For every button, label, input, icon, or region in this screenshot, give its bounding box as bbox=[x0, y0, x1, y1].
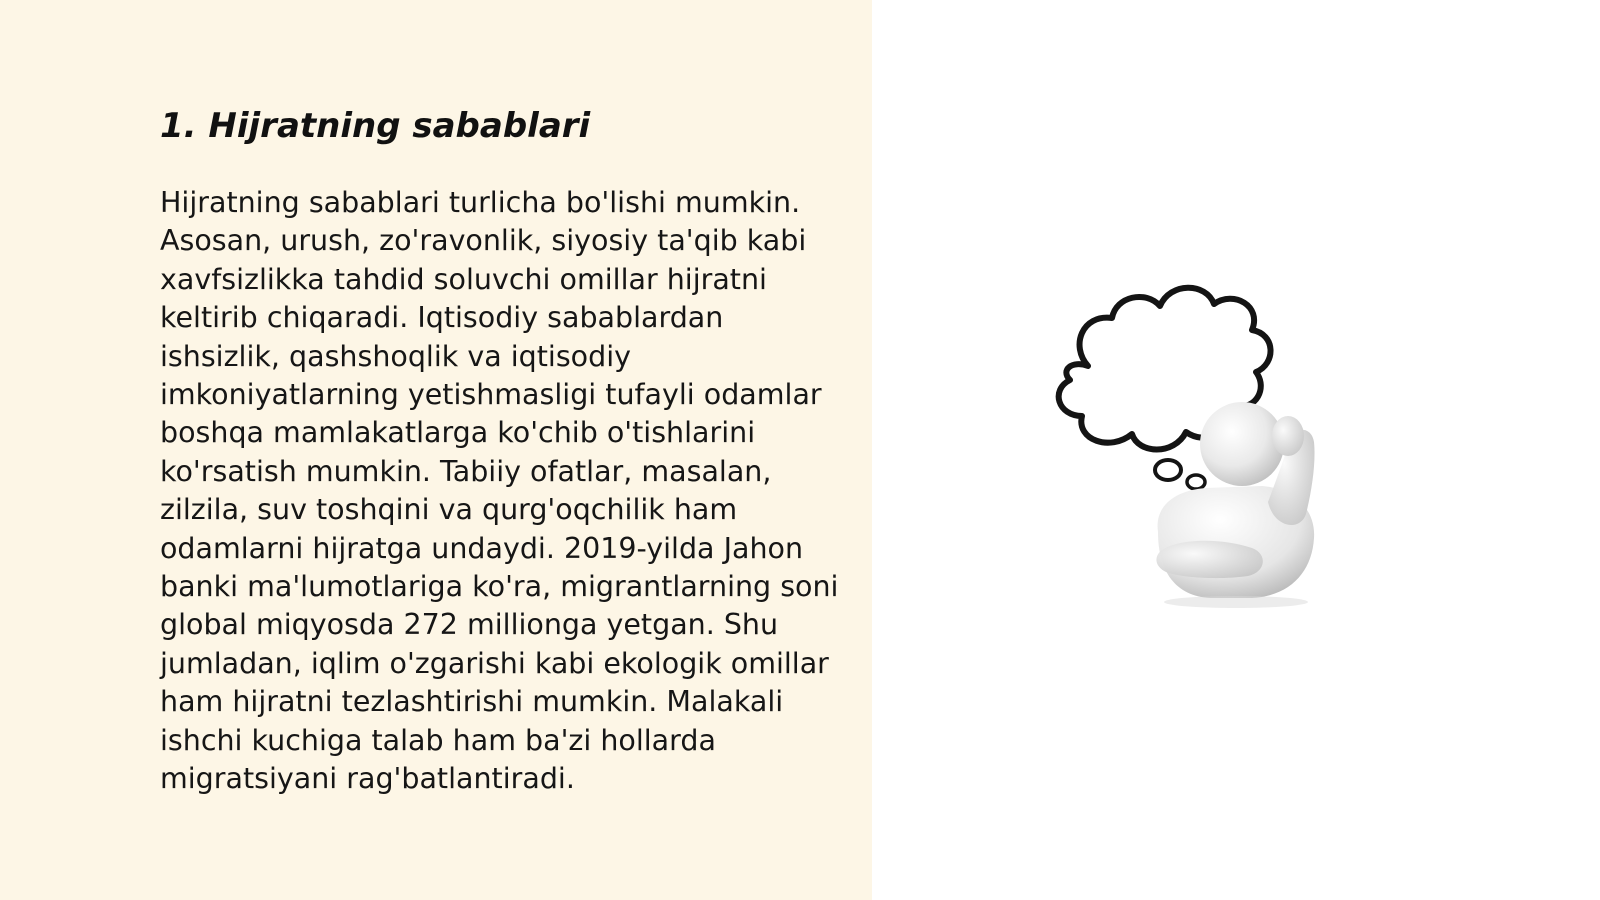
thinking-person-with-thought-bubble-icon bbox=[1030, 276, 1350, 616]
slide-heading: 1. Hijratning sabablari bbox=[160, 106, 591, 146]
slide-paragraph: Hijratning sabablari turlicha bo'lishi mumkin. Asosan, urush, zo'ravonlik, siyosiy ta'qib kabi xavfsizlikka tahdid soluvchi omillar hijratni keltirib chiqaradi. Iqtisodiy sabablardan ishsizlik, qashshoqlik va iqtisodiy imkoniyatlarning yetishmasligi tufayli odamlar boshqa mamlakatlarga ko'chib o'tishlarini ko'rsatish mumkin. Tabiiy ofatlar, masalan, zilzila, suv toshqini va qurg'oqchilik ham odamlarni hijratga undaydi. 2019-yilda Jahon banki ma'lumotlariga ko'ra, migrantlarning soni global miqyosda 272 millionga yetgan. Shu jumladan, iqlim o'zgarishi kabi ekologik omillar ham hijratni tezlashtirishi mumkin. Malakali ishchi kuchiga talab ham ba'zi hollarda migratsiyani rag'batlantiradi. bbox=[160, 186, 839, 796]
